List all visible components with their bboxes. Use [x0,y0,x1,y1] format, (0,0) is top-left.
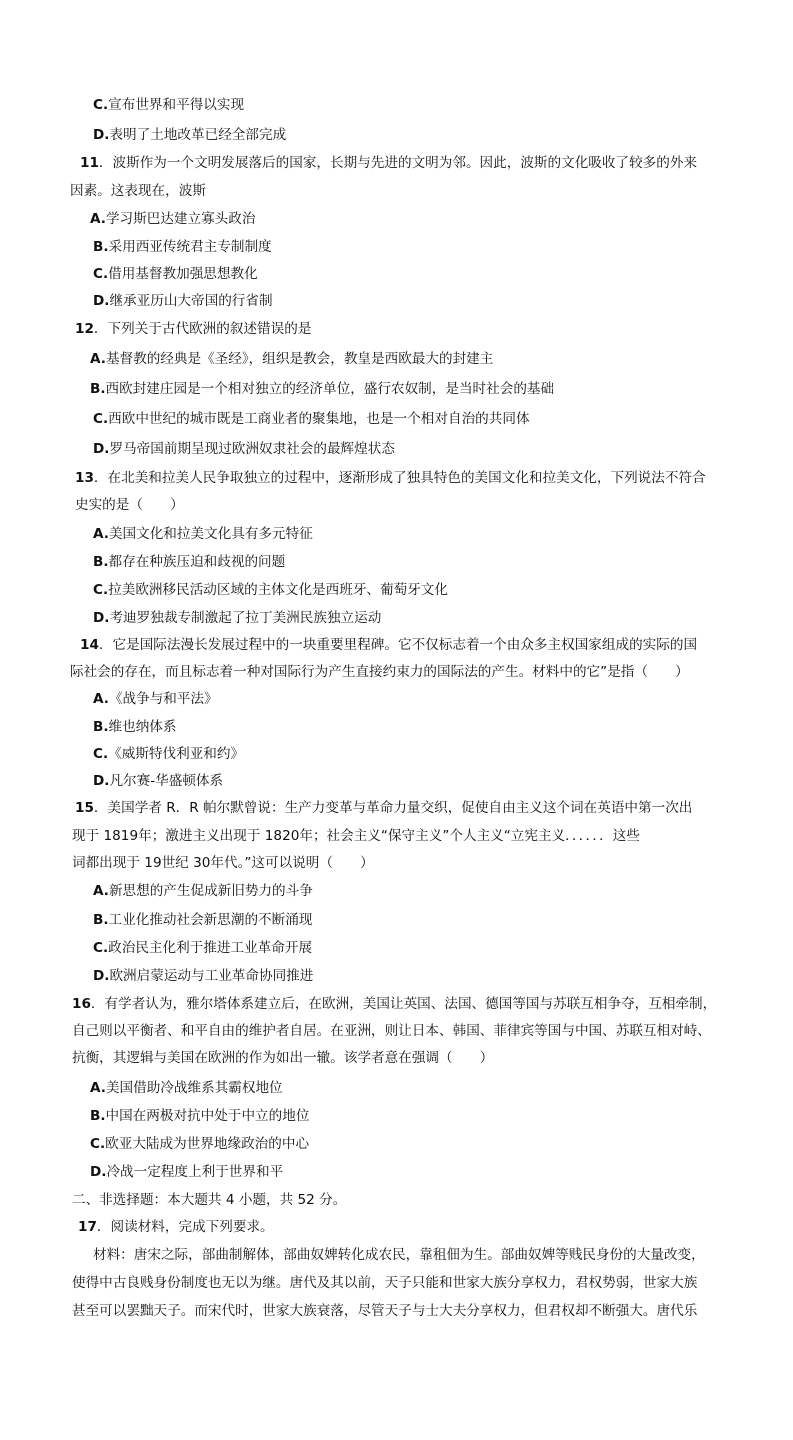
option-letter: A. [93,526,109,542]
option-letter: D. [93,968,110,984]
question-number: 15 [75,800,94,816]
question-13-stem-cont: 史实的是（ ） [75,497,184,513]
question-15-stem [75,798,692,818]
option-b [90,379,554,399]
option-c [93,744,244,764]
option-text: 《战争与和平法》 [108,691,218,707]
option-letter: B. [90,1108,106,1124]
option-letter: C. [93,411,109,427]
option-letter: B. [93,719,109,735]
option-text: 欧洲启蒙运动与工业革命协同推进 [109,968,314,984]
option-text: 表明了土地改革已经全部完成 [109,127,287,143]
option-text: 维也纳体系 [108,719,177,735]
option-d [93,966,313,986]
option-letter: D. [93,127,110,143]
material-text-cont: 使得中古良贱身份制度也无以为继。唐代及其以前，天子只能和世家大族分享权力，君权势弱，世家大族 [72,1275,698,1291]
option-letter: C. [93,97,109,113]
option-a [90,209,255,229]
option-letter: B. [93,912,109,928]
material-text-cont: 甚至可以罢黜天子。而宋代时，世家大族衰落，尽管天子与士大夫分享权力，但君权却不断强大。唐代乐 [72,1303,698,1319]
option-a [90,1078,283,1098]
option-text: 新思想的产生促成新旧势力的斗争 [108,883,313,899]
option-d [93,439,395,459]
option-letter: C. [93,582,109,598]
option-c [90,1134,309,1154]
question-16-stem [72,994,716,1014]
option-text: 工业化推动社会新思潮的不断涌现 [108,912,313,928]
question-text: ．波斯作为一个文明发展落后的国家，长期与先进的文明为邻。因此，波斯的文化吸收了较多的外来 [98,155,698,171]
question-11-stem-cont: 因素。这表现在，波斯 [70,183,206,199]
option-c [93,938,312,958]
option-a [93,524,313,544]
question-number: 11 [80,155,99,171]
option-text: 美国文化和拉美文化具有多元特征 [108,526,313,542]
option-letter: C. [93,940,109,956]
option-c [93,95,244,115]
option-b [93,237,272,257]
option-text: 美国借助冷战维系其霸权地位 [105,1080,283,1096]
option-c [93,409,530,429]
question-11-stem [80,153,697,173]
question-number: 13 [75,470,94,486]
option-letter: A. [93,691,109,707]
option-b [93,717,177,737]
question-number: 17 [78,1219,97,1235]
option-d [93,125,286,145]
option-letter: A. [90,1080,106,1096]
option-a [93,689,218,709]
option-b [90,1106,309,1126]
option-d [93,771,223,791]
option-b [93,910,312,930]
option-letter: C. [90,1136,106,1152]
option-letter: A. [90,211,106,227]
option-letter: C. [93,746,109,762]
option-letter: B. [90,381,106,397]
option-letter: A. [90,351,106,367]
question-14-stem-cont: 际社会的存在，而且标志着一种对国际行为产生直接约束力的国际法的产生。材料中的它”是指（ ） [70,664,689,680]
option-letter: D. [93,293,110,309]
question-number: 14 [80,637,99,653]
option-text: 欧亚大陆成为世界地缘政治的中心 [105,1136,310,1152]
option-d [93,608,381,628]
question-15-stem-cont: 现于 1819年；激进主义出现于 1820年；社会主义“保守主义”个人主义“立宪主义．．．．．．这些 [72,828,640,844]
material-text: 材料：唐宋之际，部曲制解体，部曲奴婢转化成农民，靠租佃为生。部曲奴婢等贱民身份的大量改变， [93,1247,705,1263]
section-heading: 二、非选择题：本大题共 4 小题，共 52 分。 [72,1192,347,1208]
option-letter: A. [93,883,109,899]
option-text: 拉美欧洲移民活动区域的主体文化是西班牙、葡萄牙文化 [108,582,448,598]
option-c [93,264,258,284]
option-letter: B. [93,239,109,255]
question-15-stem-cont: 词都出现于 19世纪 30年代。”这可以说明（ ） [72,855,374,871]
option-c [93,580,448,600]
option-a [90,349,493,369]
option-letter: B. [93,554,109,570]
option-text: 都存在种族压迫和歧视的问题 [108,554,286,570]
option-text: 考迪罗独裁专制激起了拉丁美洲民族独立运动 [109,610,382,626]
option-letter: D. [90,1164,107,1180]
option-text: 罗马帝国前期呈现过欧洲奴隶社会的最辉煌状态 [109,441,395,457]
option-d [90,1162,283,1182]
question-text: ．美国学者 R．R 帕尔默曾说：生产力变革与革命力量交织，促使自由主义这个词在英语中第一次出 [93,800,693,816]
option-a [93,881,313,901]
question-text: ．下列关于古代欧洲的叙述错误的是 [93,321,312,337]
option-text: 继承亚历山大帝国的行省制 [109,293,273,309]
option-text: 《威斯特伐利亚和约》 [108,746,245,762]
option-text: 政治民主化利于推进工业革命开展 [108,940,313,956]
question-text: ．它是国际法漫长发展过程中的一块重要里程碑。它不仅标志着一个由众多主权国家组成的实际的国 [98,637,698,653]
option-text: 借用基督教加强思想教化 [108,266,258,282]
option-d [93,291,273,311]
question-14-stem [80,635,697,655]
question-17-stem [78,1217,274,1237]
question-number: 16 [72,996,91,1012]
option-text: 采用西亚传统君主专制制度 [108,239,272,255]
question-13-stem [75,468,706,488]
question-text: ．有学者认为，雅尔塔体系建立后，在欧洲，美国让英国、法国、德国等国与苏联互相争夺，互相牵制， [90,996,717,1012]
question-16-stem-cont: 抗衡，其逻辑与美国在欧洲的作为如出一辙。该学者意在强调（ ） [72,1050,494,1066]
option-text: 宣布世界和平得以实现 [108,97,245,113]
option-letter: C. [93,266,109,282]
option-letter: D. [93,610,110,626]
option-b [93,552,285,572]
option-letter: D. [93,441,110,457]
option-text: 中国在两极对抗中处于中立的地位 [105,1108,310,1124]
option-text: 基督教的经典是《圣经》，组织是教会，教皇是西欧最大的封建主 [105,351,494,367]
question-text: ．在北美和拉美人民争取独立的过程中，逐渐形成了独具特色的美国文化和拉美文化，下列说法不符合 [93,470,706,486]
question-text: ．阅读材料，完成下列要求。 [96,1219,274,1235]
option-text: 凡尔赛-华盛顿体系 [109,773,224,789]
question-number: 12 [75,321,94,337]
option-text: 西欧封建庄园是一个相对独立的经济单位，盛行农奴制，是当时社会的基础 [105,381,555,397]
question-16-stem-cont: 自己则以平衡者、和平自由的维护者自居。在亚洲，则让日本、韩国、菲律宾等国与中国、苏联互相对峙、 [72,1023,711,1039]
question-12-stem [75,319,311,339]
option-text: 学习斯巴达建立寡头政治 [105,211,256,227]
option-text: 冷战一定程度上利于世界和平 [106,1164,284,1180]
option-text: 西欧中世纪的城市既是工商业者的聚集地，也是一个相对自治的共同体 [108,411,530,427]
option-letter: D. [93,773,110,789]
